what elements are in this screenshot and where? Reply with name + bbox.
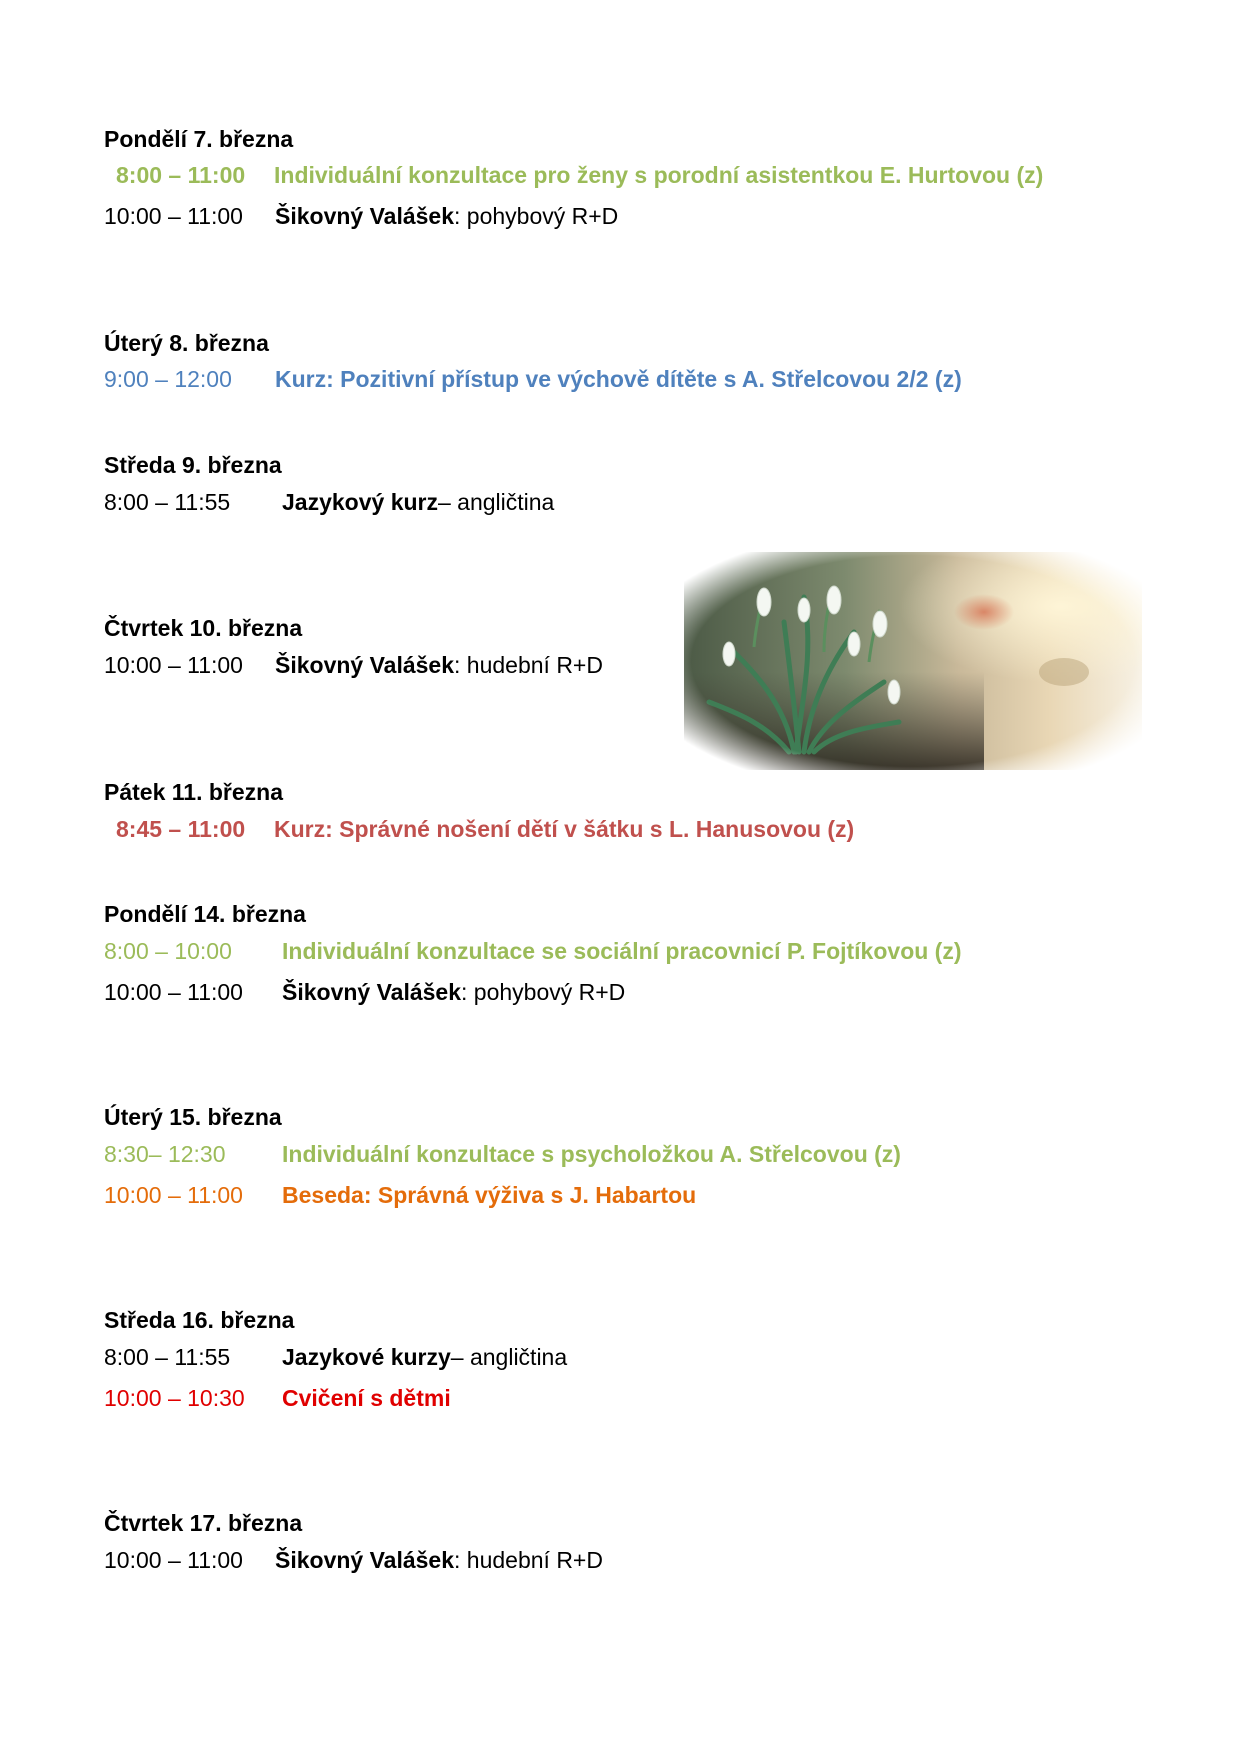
event-row <box>104 364 962 394</box>
event-text: Kurz: Správné nošení dětí v šátku s L. Hanusovou (z) <box>274 816 855 842</box>
event-row <box>104 650 603 680</box>
snowdrops-photo <box>684 552 1142 770</box>
event-title: Šikovný Valášek <box>275 1547 455 1573</box>
event-row <box>104 1180 696 1210</box>
event-title: Šikovný Valášek <box>275 652 455 678</box>
day-title: Středa 9. března <box>104 452 282 478</box>
event-time: 10:00 – 11:00 <box>104 1182 243 1208</box>
event-time: 8:00 – 10:00 <box>104 938 232 964</box>
event-time: 10:00 – 11:00 <box>104 979 243 1005</box>
event-time: 9:00 – 12:00 <box>104 366 232 392</box>
event-detail: : pohybový R+D <box>454 203 619 229</box>
event-row <box>104 1139 901 1169</box>
event-time: 8:45 – 11:00 <box>116 816 246 842</box>
event-title: Jazykový kurz <box>282 489 438 515</box>
event-time: 10:00 – 10:30 <box>104 1385 245 1411</box>
day-title: Úterý 15. března <box>104 1104 282 1130</box>
event-text: Cvičení s dětmi <box>282 1385 451 1411</box>
event-row <box>104 1545 603 1575</box>
day-title: Úterý 8. března <box>104 330 269 356</box>
event-row <box>116 160 1043 190</box>
event-text: Beseda: Správná výživa s J. Habartou <box>282 1182 697 1208</box>
event-detail: : hudební R+D <box>454 652 603 678</box>
event-row <box>104 201 618 231</box>
event-detail: – angličtina <box>450 1344 568 1370</box>
event-row <box>104 487 554 517</box>
day-title: Pondělí 7. března <box>104 126 294 152</box>
day-title: Čtvrtek 10. března <box>104 615 303 641</box>
event-title: Jazykové kurzy <box>282 1344 451 1370</box>
event-detail: : pohybový R+D <box>461 979 626 1005</box>
event-time: 8:00 – 11:55 <box>104 489 231 515</box>
event-row <box>104 977 625 1007</box>
day-title: Pondělí 14. března <box>104 901 306 927</box>
event-time: 8:30– 12:30 <box>104 1141 226 1167</box>
event-text: Individuální konzultace s psycholožkou A. Střelcovou (z) <box>282 1141 901 1167</box>
event-row <box>104 1342 567 1372</box>
event-time: 10:00 – 11:00 <box>104 652 243 678</box>
event-time: 10:00 – 11:00 <box>104 1547 243 1573</box>
event-text: Individuální konzultace se sociální pracovnicí P. Fojtíkovou (z) <box>282 938 962 964</box>
event-time: 8:00 – 11:00 <box>116 162 246 188</box>
event-time: 8:00 – 11:55 <box>104 1344 231 1370</box>
event-row <box>104 1383 451 1413</box>
event-row <box>116 814 854 844</box>
day-title: Čtvrtek 17. března <box>104 1510 303 1536</box>
event-detail: : hudební R+D <box>454 1547 603 1573</box>
event-title: Šikovný Valášek <box>282 979 462 1005</box>
event-row <box>104 936 962 966</box>
day-title: Středa 16. března <box>104 1307 295 1333</box>
event-time: 10:00 – 11:00 <box>104 203 243 229</box>
event-title: Šikovný Valášek <box>275 203 455 229</box>
event-detail: – angličtina <box>437 489 555 515</box>
day-title: Pátek 11. března <box>104 779 283 805</box>
event-text: Kurz: Pozitivní přístup ve výchově dítěte s A. Střelcovou 2/2 (z) <box>275 366 962 392</box>
event-text: Individuální konzultace pro ženy s porodní asistentkou E. Hurtovou (z) <box>274 162 1044 188</box>
